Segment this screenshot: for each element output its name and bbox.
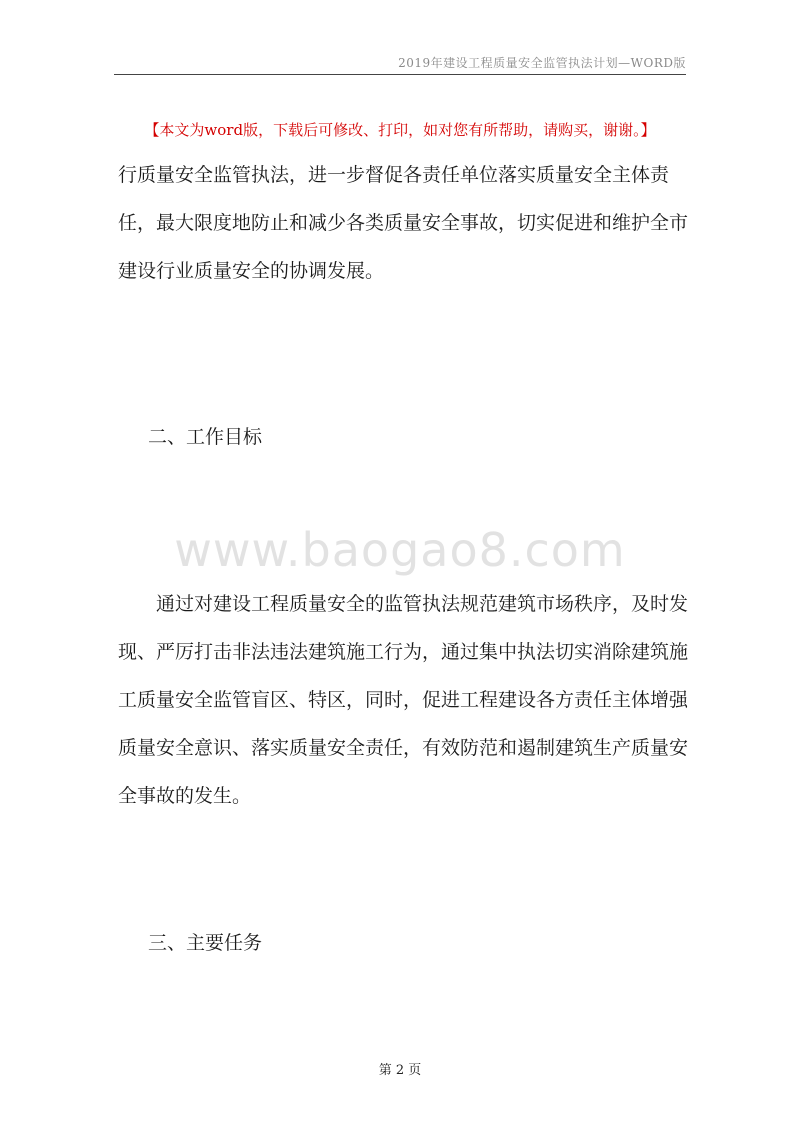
paragraph-line: 全事故的发生。	[118, 785, 252, 807]
paragraph-line: 任，最大限度地防止和减少各类质量安全事故，切实促进和维护全市	[118, 212, 689, 234]
header-title: 2019年建设工程质量安全监管执法计划—WORD版	[398, 56, 686, 70]
download-notice: 【本文为word版，下载后可修改、打印，如对您有所帮助，请购买，谢谢。】	[144, 121, 656, 139]
paragraph-line: 工质量安全监管盲区、特区，同时，促进工程建设各方责任主体增强	[118, 689, 689, 711]
header-divider	[114, 74, 686, 75]
page-number: 第 2 页	[378, 1063, 422, 1078]
paragraph-line: 通过对建设工程质量安全的监管执法规范建筑市场秩序，及时发	[156, 593, 689, 615]
paragraph-line: 质量安全意识、落实质量安全责任，有效防范和遏制建筑生产质量安	[118, 737, 689, 759]
paragraph-line: 建设行业质量安全的协调发展。	[118, 260, 385, 282]
watermark: www.baogao8.com	[174, 523, 626, 577]
section-heading-3: 三、主要任务	[148, 932, 263, 954]
paragraph-line: 现、严厉打击非法违法建筑施工行为，通过集中执法切实消除建筑施	[118, 641, 689, 663]
body-paragraph-1	[118, 151, 689, 295]
section-heading-2: 二、工作目标	[148, 426, 263, 448]
body-paragraph-2	[118, 580, 689, 820]
paragraph-line: 行质量安全监管执法，进一步督促各责任单位落实质量安全主体责	[118, 164, 670, 186]
